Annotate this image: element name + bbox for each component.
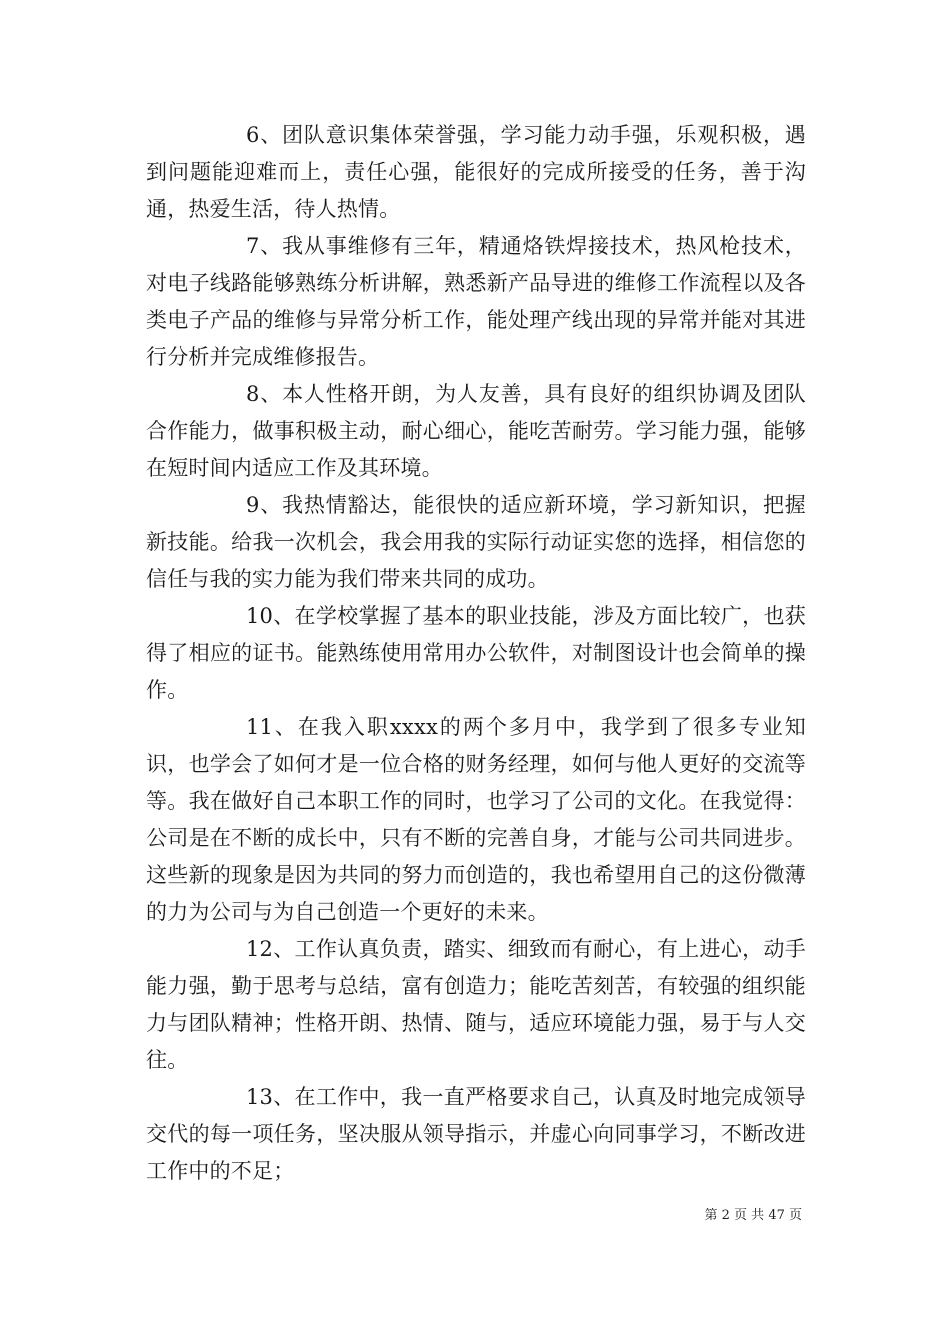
paragraph-11: 11、在我入职xxxx的两个多月中，我学到了很多专业知识，也学会了如何才是一位合格的财务经理，如何与他人更好的交流等等。我在做好自己本职工作的同时，也学习了公司的文化。在我觉得：公司是在不断的成长中，只有不断的完善自身，才能与公司共同进步。这些新的现象是因为共同的努力而创造的，我也希望用自己的这份微薄的力为公司与为自己创造一个更好的未来。 xyxy=(146,715,806,924)
paragraph-9: 9、我热情豁达，能很快的适应新环境，学习新知识，把握新技能。给我一次机会，我会用我的实际行动证实您的选择，相信您的信任与我的实力能为我们带来共同的成功。 xyxy=(146,493,806,591)
paragraph-10: 10、在学校掌握了基本的职业技能，涉及方面比较广，也获得了相应的证书。能熟练使用常用办公软件，对制图设计也会简单的操作。 xyxy=(146,604,806,702)
document-body xyxy=(146,117,806,1190)
paragraph-12: 12、工作认真负责，踏实、细致而有耐心，有上进心，动手能力强，勤于思考与总结，富有创造力；能吃苦刻苦，有较强的组织能力与团队精神；性格开朗、热情、随与，适应环境能力强，易于与人交往。 xyxy=(146,937,806,1072)
paragraph-13: 13、在工作中，我一直严格要求自己，认真及时地完成领导交代的每一项任务，坚决服从领导指示，并虚心向同事学习，不断改进工作中的不足； xyxy=(146,1085,806,1183)
paragraph-6: 6、团队意识集体荣誉强，学习能力动手强，乐观积极，遇到问题能迎难而上，责任心强，能很好的完成所接受的任务，善于沟通，热爱生活，待人热情。 xyxy=(146,123,806,221)
paragraph-7: 7、我从事维修有三年，精通烙铁焊接技术，热风枪技术，对电子线路能够熟练分析讲解，熟悉新产品导进的维修工作流程以及各类电子产品的维修与异常分析工作，能处理产线出现的异常并能对其进行分析并完成维修报告。 xyxy=(146,234,806,369)
page-number-footer: 第 2 页 共 47 页 xyxy=(704,1208,802,1223)
paragraph-8: 8、本人性格开朗，为人友善，具有良好的组织协调及团队合作能力，做事积极主动，耐心细心，能吃苦耐劳。学习能力强，能够在短时间内适应工作及其环境。 xyxy=(146,382,806,480)
